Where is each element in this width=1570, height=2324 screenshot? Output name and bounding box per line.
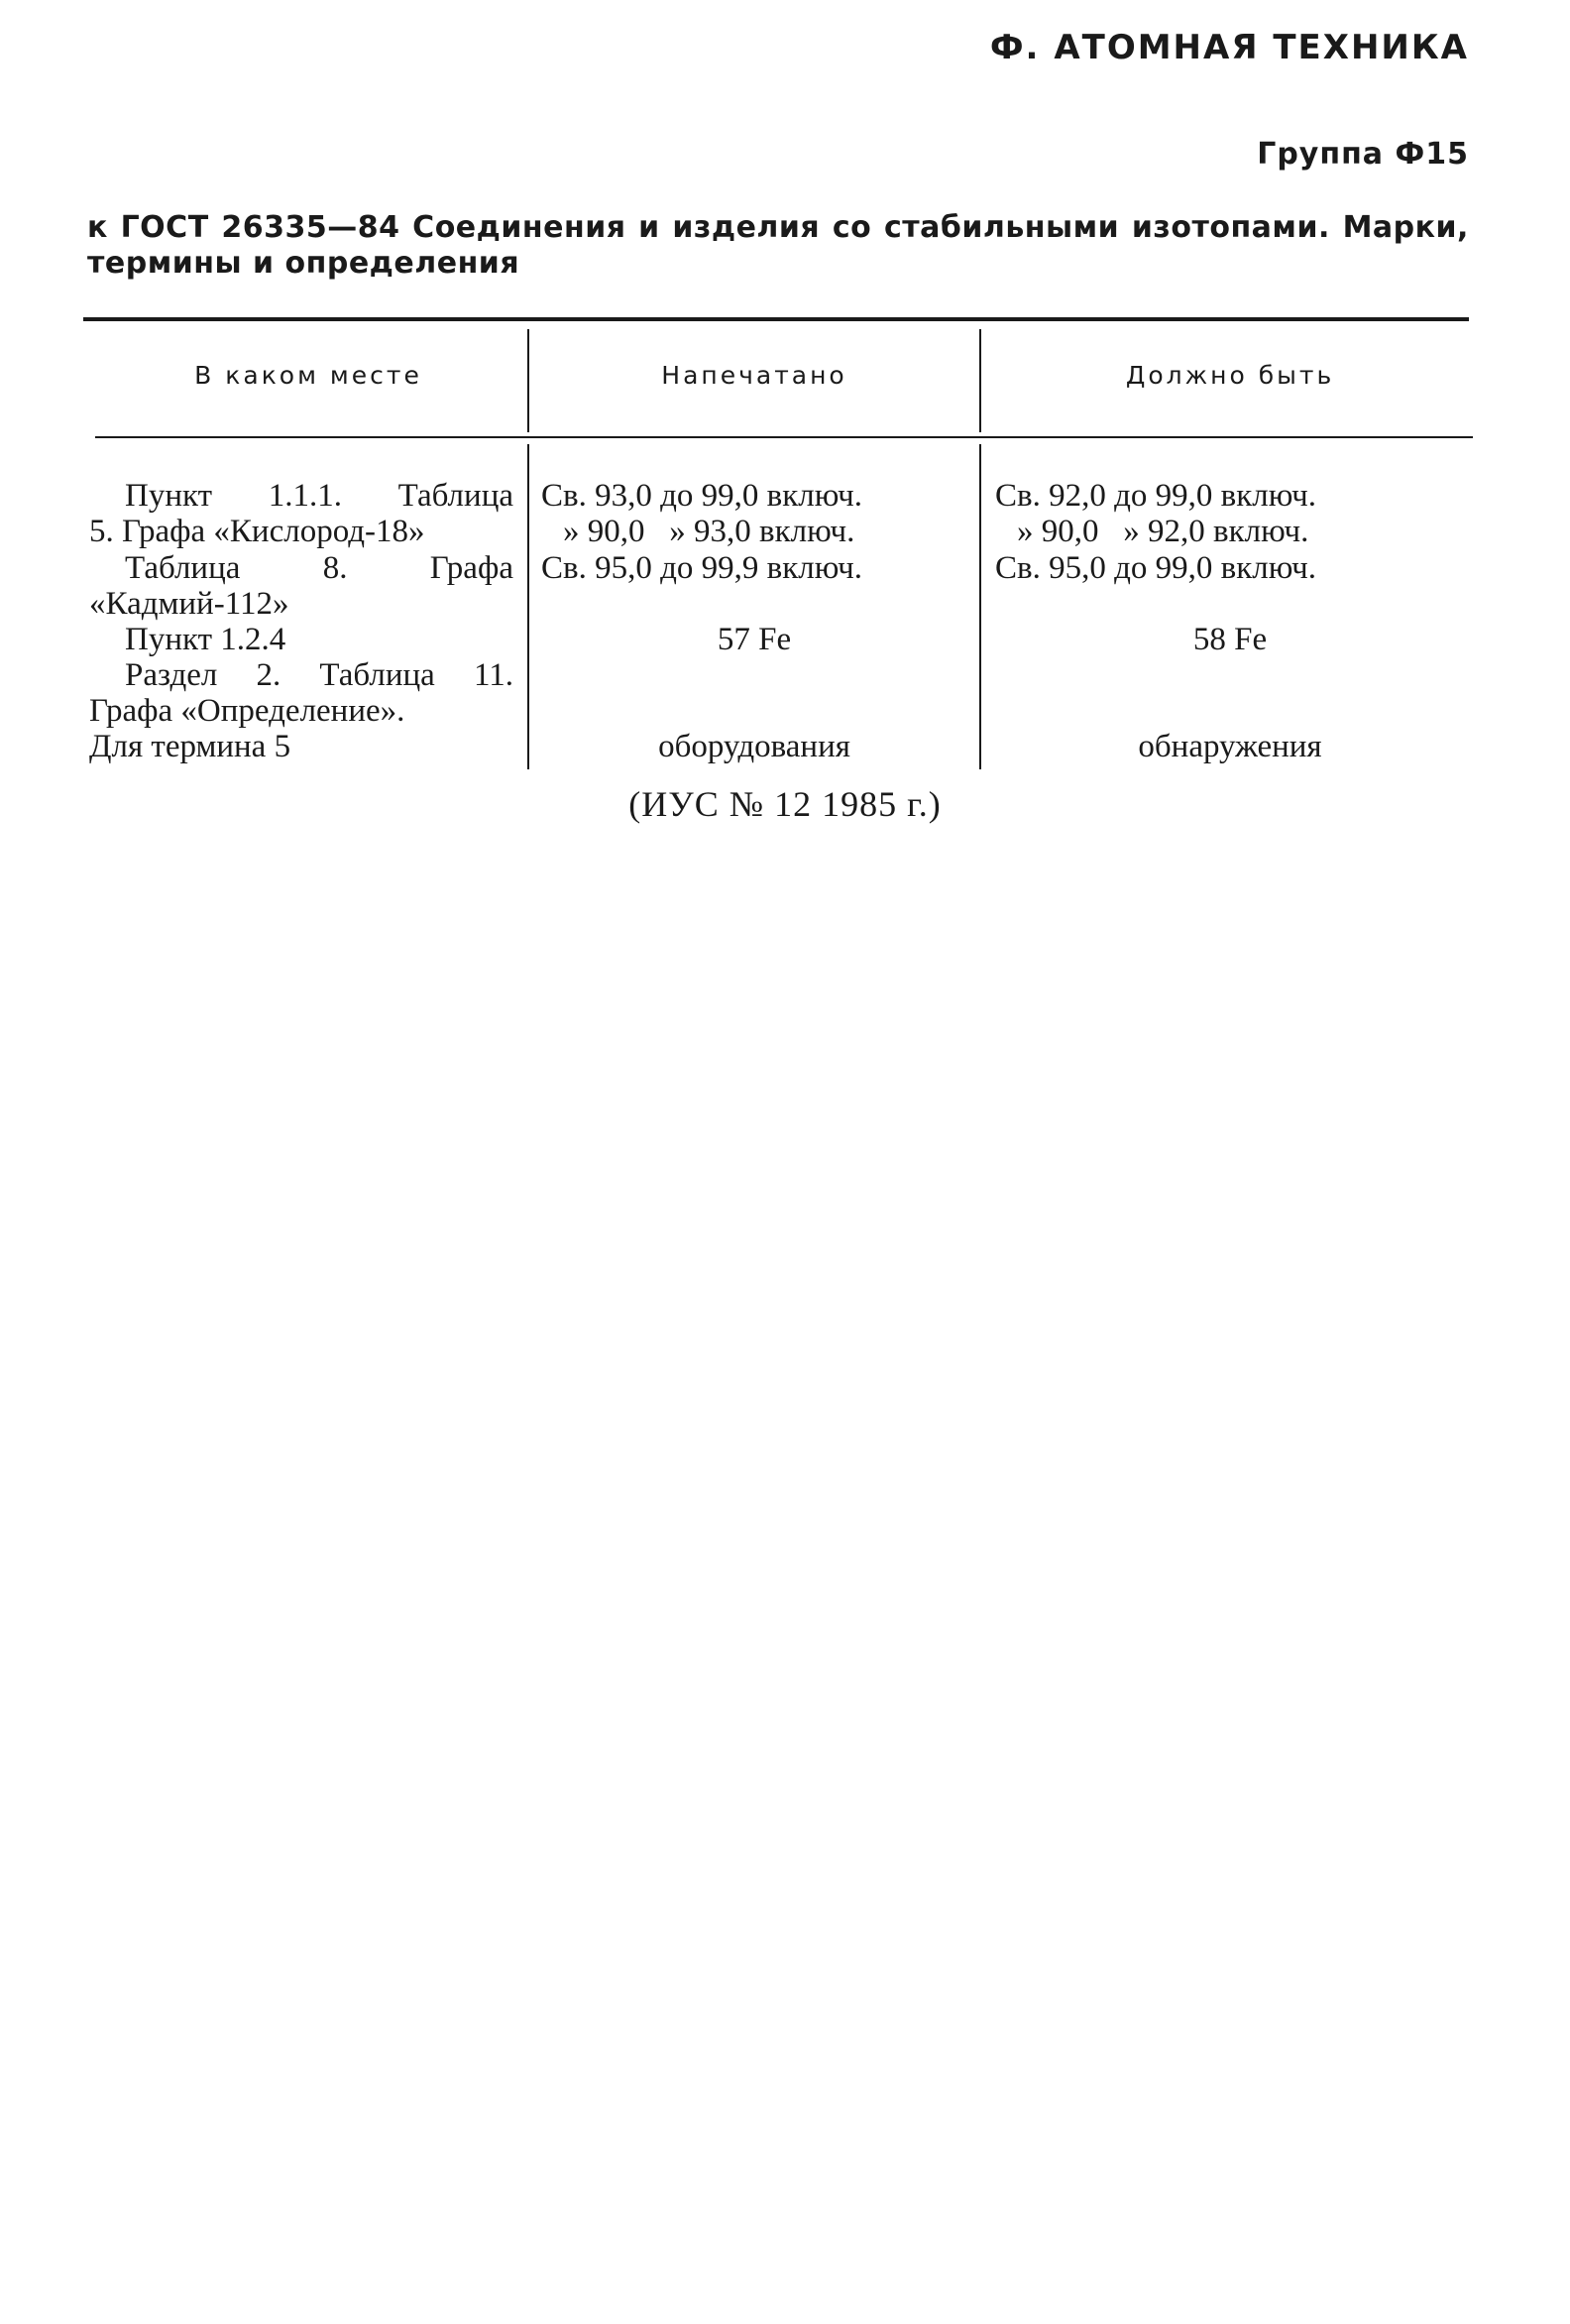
source-note: (ИУС № 12 1985 г.) [628, 784, 942, 824]
title-line-2: термины и определения [87, 246, 520, 281]
should-be-value: Св. 95,0 до 99,0 включ. [995, 550, 1316, 586]
title-word: стабильными [883, 210, 1120, 245]
header-divider-1 [527, 329, 529, 432]
location-line: Пункт 1.1.1. Таблица [125, 478, 513, 514]
printed-value: » 90,0 » 93,0 включ. [563, 514, 855, 549]
header-divider-2 [979, 329, 981, 432]
location-line: Для термина 5 [89, 729, 291, 764]
should-be-value: 58 Fe [1192, 622, 1268, 657]
title-word: Марки, [1342, 210, 1469, 245]
title-line-1 [87, 210, 1469, 246]
table-top-rule [83, 317, 1469, 321]
printed-value: Св. 95,0 до 99,9 включ. [541, 550, 862, 586]
section-title: Ф. АТОМНАЯ ТЕХНИКА [989, 28, 1469, 67]
should-be-value: » 90,0 » 92,0 включ. [1017, 514, 1309, 549]
title-word: 26335—84 [221, 210, 400, 245]
document-title [87, 210, 1469, 282]
should-be-value: обнаружения [1138, 729, 1322, 764]
location-line: Раздел 2. Таблица 11. [125, 657, 513, 693]
title-word: со [832, 210, 872, 245]
location-line: Пункт 1.2.4 [125, 622, 286, 657]
body-divider-1 [527, 444, 529, 769]
column-header-location: В каком месте [194, 361, 422, 390]
column-header-printed: Напечатано [661, 361, 847, 390]
title-word: ГОСТ [120, 210, 209, 245]
printed-value: Св. 93,0 до 99,0 включ. [541, 478, 862, 514]
title-word: изделия [672, 210, 821, 245]
title-word: изотопами. [1131, 210, 1330, 245]
location-line: Таблица 8. Графа [125, 550, 513, 586]
title-word: Соединения [412, 210, 626, 245]
group-label: Группа Ф15 [1257, 137, 1469, 172]
should-be-value: Св. 92,0 до 99,0 включ. [995, 478, 1316, 514]
printed-value: 57 Fe [717, 622, 792, 657]
location-line: 5. Графа «Кислород-18» [89, 514, 425, 549]
body-divider-2 [979, 444, 981, 769]
location-line: Графа «Определение». [89, 693, 405, 729]
printed-value: оборудования [658, 729, 850, 764]
location-line: «Кадмий-112» [89, 586, 289, 622]
title-word: и [638, 210, 660, 245]
column-header-should-be: Должно быть [1125, 361, 1335, 390]
title-word: к [87, 210, 108, 245]
table-header-rule [95, 436, 1473, 438]
